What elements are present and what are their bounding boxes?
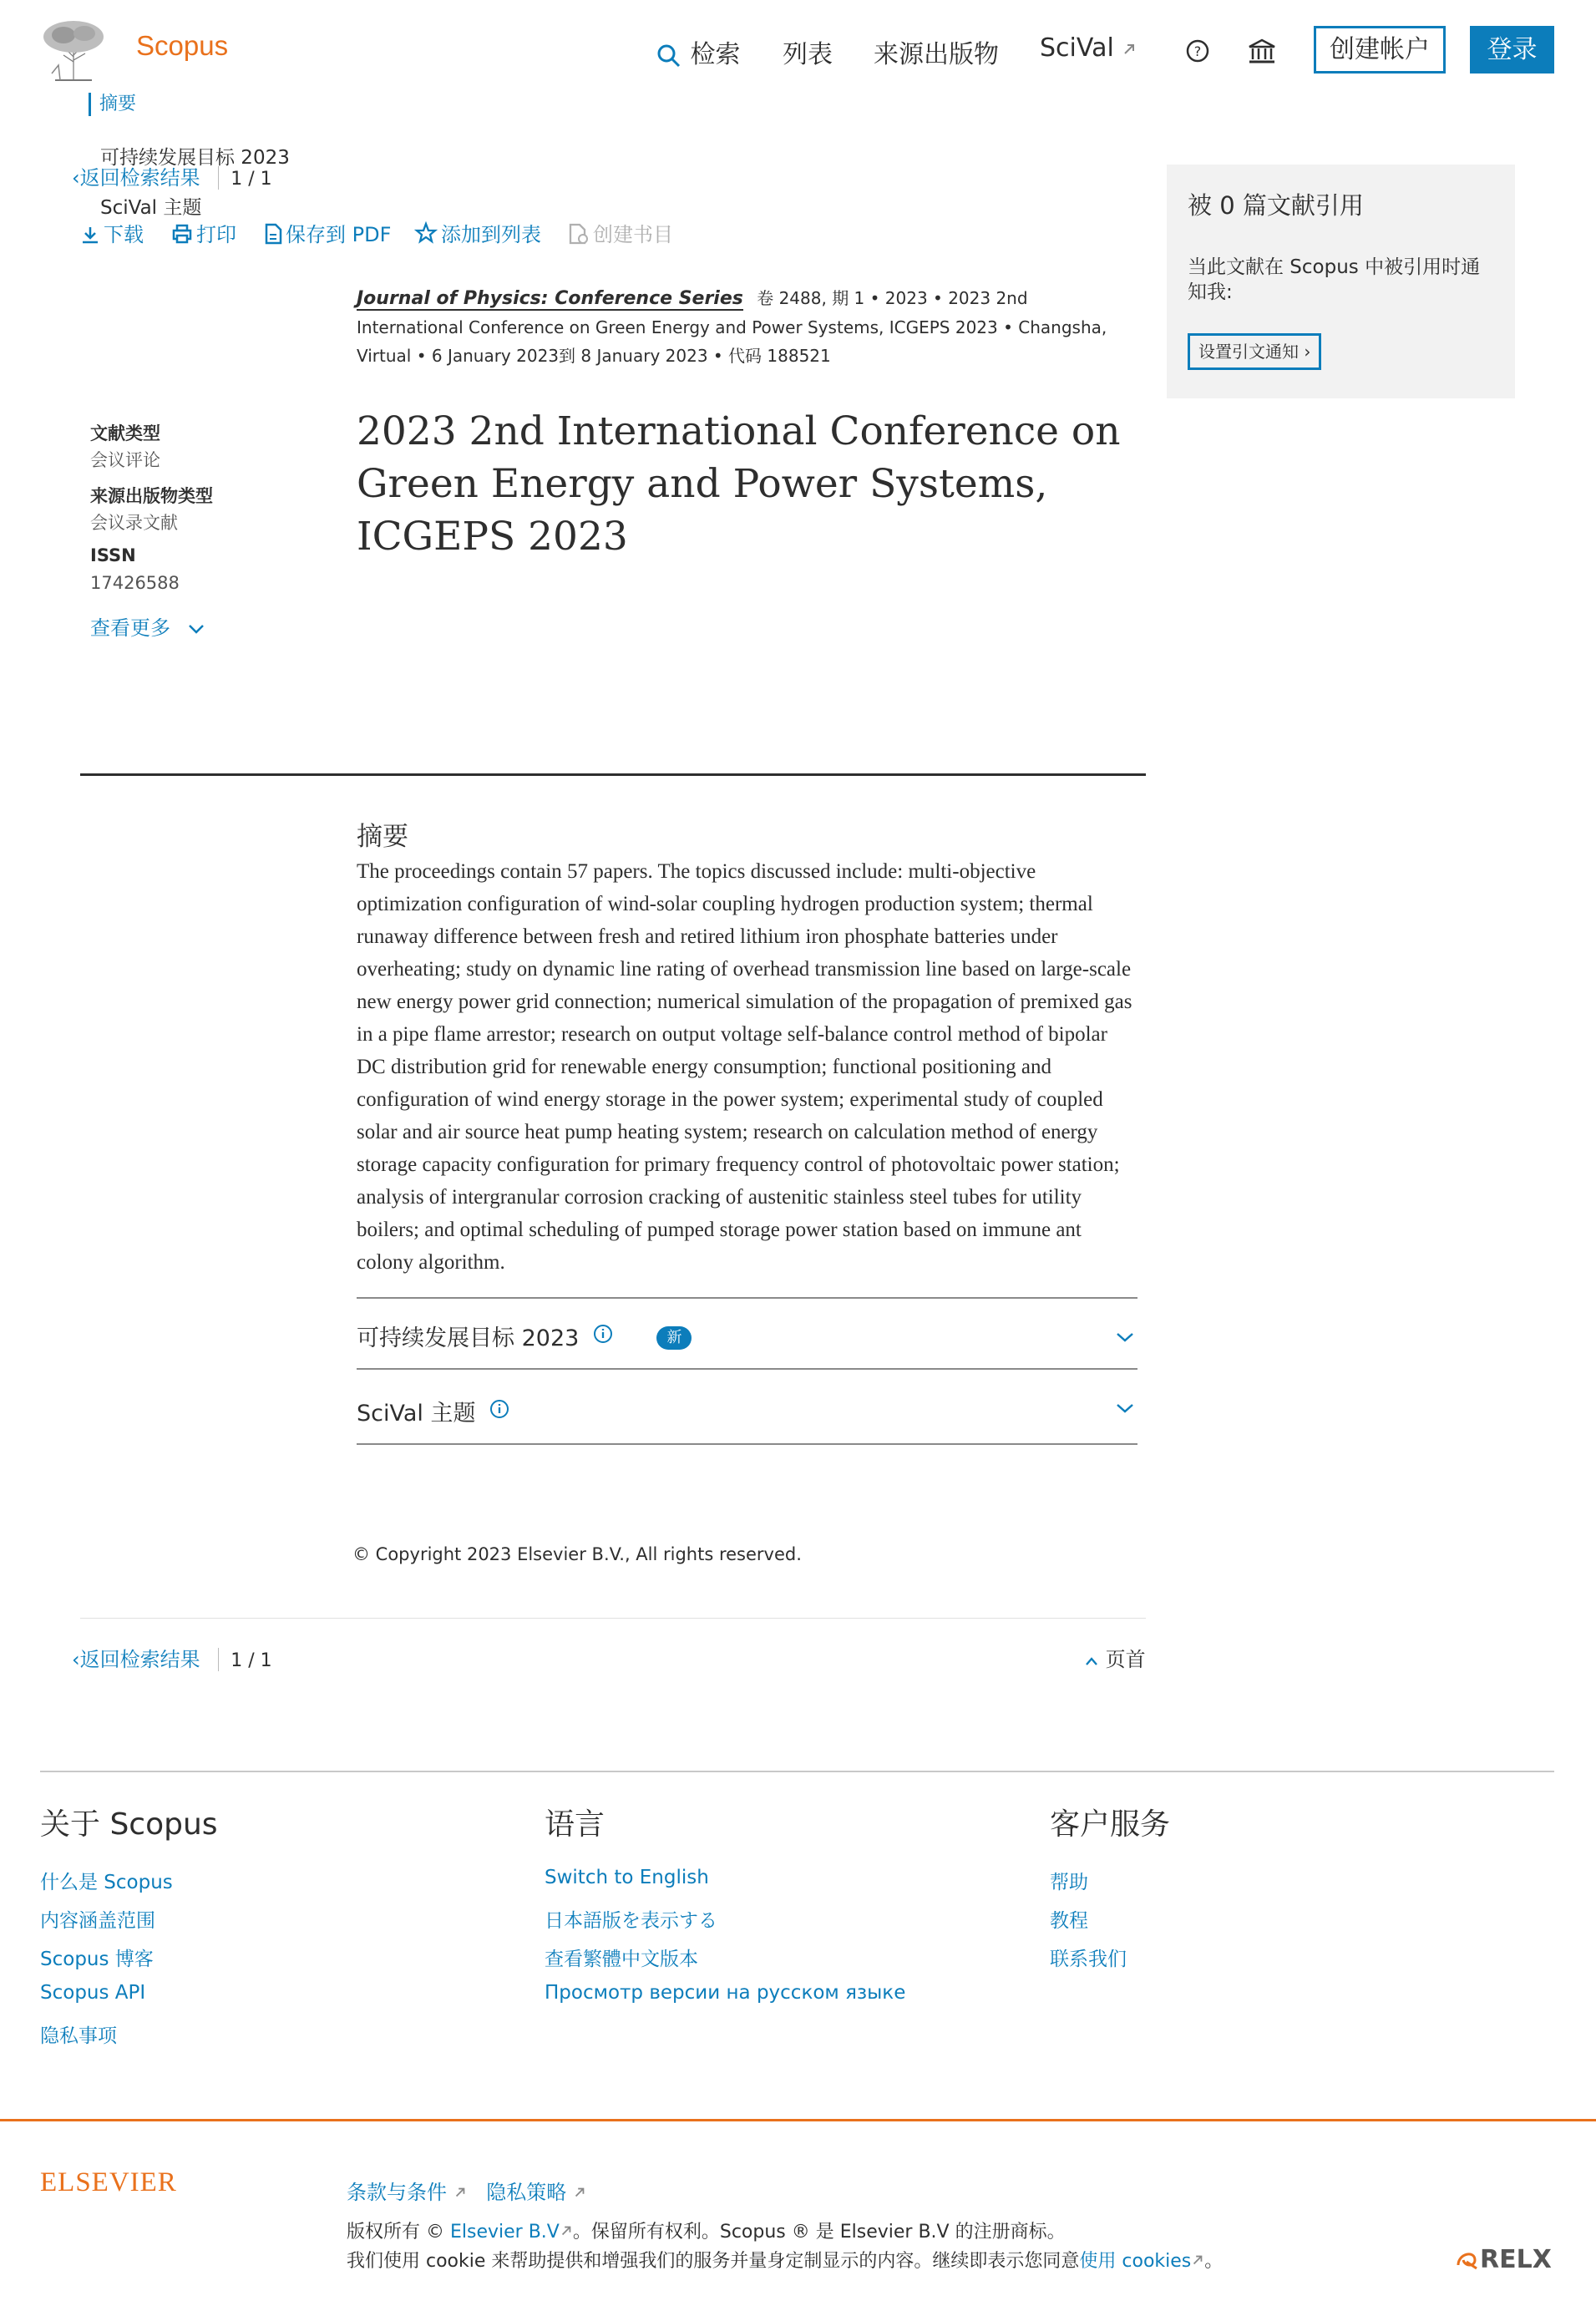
chevron-left-icon: ‹ [72,1648,80,1671]
footer-link-coverage[interactable]: 内容涵盖范围 [40,1910,155,1932]
external-link-icon [453,2186,467,2199]
terms-link[interactable] [347,2181,467,2204]
footer-link-privacy[interactable]: 隐私事项 [40,2025,117,2047]
scival-accordion[interactable] [357,1371,1137,1442]
footer-link-traditional-chinese[interactable]: 查看繁體中文版本 [545,1949,698,1970]
footer-link-api[interactable]: Scopus API [40,1982,146,2004]
accordion-divider [357,1297,1137,1299]
chevron-up-icon [1084,1656,1099,1666]
sdg-accordion[interactable] [357,1300,1137,1370]
cookie-prefix: 我们使用 cookie 来帮助提供和增强我们的服务并量身定制显示的内容。继续即表示您同意 [347,2251,1080,2272]
chevron-down-icon [1115,1331,1135,1343]
nav-scival[interactable] [1040,33,1137,63]
relx-logo[interactable] [1455,2245,1552,2274]
footer-link-contact[interactable]: 联系我们 [1050,1949,1127,1970]
section-divider [80,773,1146,776]
search-icon [656,43,682,69]
journal-details: 卷 2488, 期 1 • 2023 • 2023 2nd International Conference on Green Energy and Power Systems, ICGEPS 2023 • Changsha, Virtual • 6 January 2023到 8 January 2023 • 代码 188521 [357,288,1107,366]
abstract-text: The proceedings contain 57 papers. The topics discussed include: multi-objective optimization configuration of wind-solar coupling hydrogen production system; thermal runaway difference between fresh and retired lithium iron phosphate batteries under overheating; study on dynamic line rating of overhead transmission line based on large-scale new energy power grid connection; numerical simulation of the propagation of premixed gas in a pipe flame arrestor; research on output voltage self-balance control method of bipolar DC distribution grid for renewable energy consumption; functional positioning and configuration of wind energy storage in the power system; experimental study of coupled solar and air source heat pump heating system; research on calculation method of energy storage capacity configuration for primary frequency control of photovoltaic power station; analysis of intergranular corrosion cracking of austenitic stainless steel tubes for utility boilers; and optimal scheduling of pumped storage power station based on immune ant colony algorithm. [357,860,1132,1274]
add-to-list-button[interactable] [414,218,541,247]
privacy-policy-link[interactable] [486,2181,586,2204]
back-to-top-label: 页首 [1105,1648,1146,1671]
sidenav-abstract[interactable]: 摘要 [89,93,136,116]
save-pdf-button[interactable] [264,218,391,247]
footer-link-blog[interactable]: Scopus 博客 [40,1949,154,1970]
source-type-label: 来源出版物类型 [90,486,213,506]
institution-icon[interactable] [1248,38,1276,64]
info-icon[interactable] [593,1324,613,1344]
document-title: 2023 2nd International Conference on Green Energy and Power Systems, ICGEPS 2023 [357,408,1121,560]
footer-link-english[interactable]: Switch to English [545,1867,709,1888]
footer-link-japanese[interactable]: 日本語版を表示する [545,1910,717,1932]
elsevier-tree-logo[interactable] [38,18,109,82]
info-icon[interactable] [489,1399,509,1419]
create-account-button[interactable]: 创建帐户 [1314,26,1446,73]
back-to-results-link[interactable] [72,1648,200,1671]
set-citation-alert-button[interactable] [1188,333,1321,370]
footer-link-help[interactable]: 帮助 [1050,1872,1088,1893]
journal-link[interactable]: Journal of Physics: Conference Series [357,288,743,309]
scival-accordion-title [357,1395,509,1427]
issn-label: ISSN [90,545,136,565]
back-row-top [72,161,272,190]
pager: 1 / 1 [231,169,272,190]
footer-link-tutorials[interactable]: 教程 [1050,1910,1088,1932]
external-link-icon [1122,42,1137,57]
scopus-brand[interactable]: Scopus [136,30,229,61]
chevron-down-icon [187,623,205,635]
footer-link-russian[interactable]: Просмотр версии на русском языке [545,1982,906,2004]
footer-language-heading: 语言 [545,1807,605,1842]
footer-about-heading: 关于 Scopus [40,1807,218,1842]
cookies-link[interactable]: 使用 cookies [1079,2251,1192,2272]
rights-suffix: 。保留所有权利。Scopus ® 是 Elsevier B.V 的注册商标。 [572,2222,1066,2243]
back-to-top-link[interactable] [1084,1643,1146,1672]
svg-text:?: ? [1193,43,1202,59]
footer-divider [40,1771,1554,1772]
pdf-icon [264,223,282,245]
accordion-divider [357,1443,1137,1445]
external-link-icon [1191,2253,1204,2267]
external-link-icon [573,2186,586,2199]
view-more-link[interactable] [90,611,205,641]
star-icon [414,221,438,245]
abstract-heading: 摘要 [357,822,408,852]
bibliography-icon [568,223,590,245]
source-type-value: 会议录文献 [90,513,178,533]
doc-type-label: 文献类型 [90,423,160,443]
sidenav-sdg[interactable]: 可持续发展目标 2023 [100,147,290,169]
accordion-divider [357,1368,1137,1370]
save-pdf-label: 保存到 PDF [286,223,392,246]
cookie-suffix: 。 [1204,2251,1224,2272]
footer-accent-rule [0,2119,1596,2121]
print-icon [171,223,193,245]
elsevier-logo[interactable]: ELSEVIER [40,2167,177,2197]
nav-scival-label: SciVal [1040,33,1114,63]
journal-info [357,284,1137,370]
help-icon[interactable] [1185,38,1210,63]
nav-lists[interactable]: 列表 [783,40,833,69]
external-link-icon [560,2224,573,2238]
set-citation-alert-label: 设置引文通知 [1198,342,1299,362]
terms-label: 条款与条件 [347,2181,447,2204]
elsevier-bv-link[interactable]: Elsevier B.V [450,2222,560,2243]
new-badge: 新 [656,1326,692,1350]
privacy-policy-label: 隐私策略 [486,2181,567,2204]
cited-by-title: 被 0 篇文献引用 [1188,191,1364,220]
footer-link-what-is-scopus[interactable]: 什么是 Scopus [40,1872,173,1893]
divider [80,1618,1146,1619]
divider [218,166,219,190]
print-label: 打印 [196,223,236,246]
cited-by-text: 当此文献在 Scopus 中被引用时通知我: [1188,256,1481,303]
sdg-accordion-title [357,1320,692,1352]
create-bibliography-label: 创建书目 [593,223,673,246]
chevron-down-icon [1115,1402,1135,1414]
doc-type-value: 会议评论 [90,450,160,470]
footer-service-heading: 客户服务 [1050,1807,1171,1842]
back-to-results-link[interactable] [72,166,200,190]
back-label: 返回检索结果 [79,1648,200,1671]
create-bibliography-button[interactable] [568,218,673,247]
cited-by-panel [1167,165,1515,398]
chevron-left-icon: ‹ [72,166,80,190]
chevron-right-icon: › [1304,342,1311,362]
relx-mark-icon [1455,2247,1480,2270]
download-label: 下载 [104,223,144,246]
divider [218,1648,219,1671]
pager: 1 / 1 [231,1650,272,1671]
print-button[interactable] [171,218,236,247]
add-to-list-label: 添加到列表 [441,223,541,246]
nav-search-label: 检索 [690,40,741,69]
relx-label: RELX [1480,2245,1552,2274]
login-button[interactable]: 登录 [1470,26,1554,73]
back-label: 返回检索结果 [79,166,200,190]
issn-value: 17426588 [90,573,180,593]
nav-sources[interactable]: 来源出版物 [874,40,999,69]
footer-cookie-notice [347,2247,1223,2273]
copyright-text: © Copyright 2023 Elsevier B.V., All rights reserved. [352,1544,802,1564]
back-row-bottom [72,1643,272,1672]
rights-prefix: 版权所有 © [347,2222,450,2243]
view-more-label: 查看更多 [90,616,170,640]
download-icon [80,225,100,245]
footer-legal-links [347,2176,586,2205]
header [0,0,1596,104]
sdg-accordion-label: 可持续发展目标 2023 [357,1325,580,1351]
footer-rights [347,2217,1066,2243]
sidenav-scival[interactable]: SciVal 主题 [100,197,202,219]
download-button[interactable] [80,218,144,247]
nav-search[interactable] [656,33,741,70]
scival-accordion-label: SciVal 主题 [357,1401,476,1427]
